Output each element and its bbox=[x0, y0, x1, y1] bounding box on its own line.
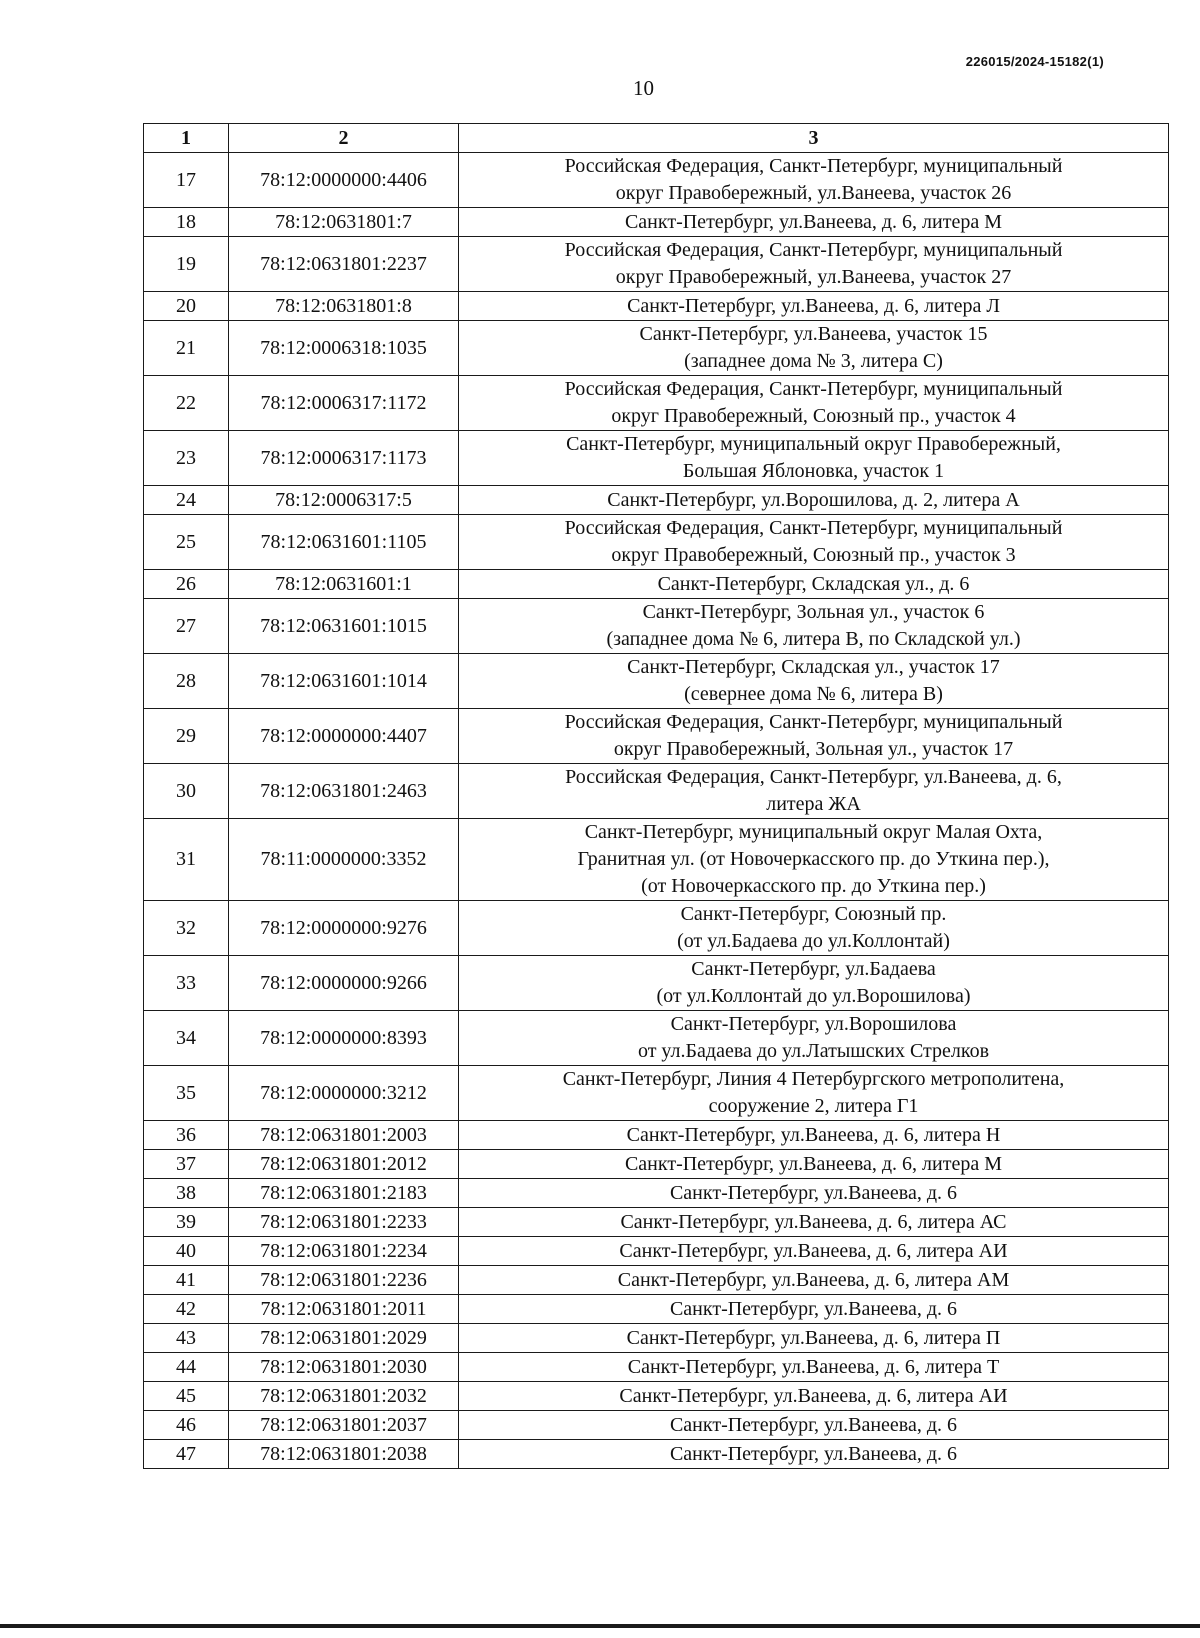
cell-address bbox=[459, 1266, 1169, 1295]
cell-cadastral-number: 78:12:0631801:2183 bbox=[229, 1179, 459, 1208]
address-line: Большая Яблоновка, участок 1 bbox=[682, 460, 945, 482]
cell-number: 21 bbox=[144, 321, 229, 376]
cell-cadastral-number: 78:12:0631801:2030 bbox=[229, 1353, 459, 1382]
cell-address bbox=[459, 1353, 1169, 1382]
address-line: Санкт-Петербург, ул.Ванеева, д. 6 bbox=[669, 1413, 958, 1436]
cell-number: 43 bbox=[144, 1324, 229, 1353]
cell-address bbox=[459, 153, 1169, 208]
cell-cadastral-number: 78:12:0000000:9276 bbox=[229, 901, 459, 956]
cell-address bbox=[459, 764, 1169, 819]
address-line: Санкт-Петербург, ул.Ванеева, д. 6, литера АС bbox=[620, 1210, 1007, 1233]
cell-cadastral-number: 78:12:0631801:2012 bbox=[229, 1150, 459, 1179]
address-line: литера ЖА bbox=[766, 793, 861, 815]
table-row bbox=[144, 709, 1169, 764]
cell-address bbox=[459, 1237, 1169, 1266]
address-line: Санкт-Петербург, ул.Ванеева, д. 6, литера М bbox=[624, 210, 1003, 233]
address-line: Санкт-Петербург, ул.Ворошилова, д. 2, литера А bbox=[607, 488, 1020, 511]
table-row bbox=[144, 956, 1169, 1011]
cell-address bbox=[459, 1121, 1169, 1150]
cell-number: 45 bbox=[144, 1382, 229, 1411]
cell-address bbox=[459, 1324, 1169, 1353]
address-line: Санкт-Петербург, муниципальный округ Правобережный, bbox=[566, 433, 1061, 455]
address-line: (от ул.Коллонтай до ул.Ворошилова) bbox=[656, 985, 971, 1007]
address-line: от ул.Бадаева до ул.Латышских Стрелков bbox=[637, 1040, 990, 1062]
cell-address bbox=[459, 1382, 1169, 1411]
cell-number: 42 bbox=[144, 1295, 229, 1324]
cell-address bbox=[459, 956, 1169, 1011]
cell-cadastral-number: 78:12:0631801:2003 bbox=[229, 1121, 459, 1150]
address-line: Санкт-Петербург, ул.Бадаева bbox=[691, 958, 936, 980]
cell-address bbox=[459, 1208, 1169, 1237]
cell-cadastral-number: 78:12:0631601:1 bbox=[229, 570, 459, 599]
address-line: (севернее дома № 6, литера В) bbox=[684, 683, 943, 705]
cell-cadastral-number: 78:12:0631601:1015 bbox=[229, 599, 459, 654]
table-row bbox=[144, 515, 1169, 570]
address-line: Санкт-Петербург, ул.Ванеева, участок 15 bbox=[639, 323, 988, 345]
cell-cadastral-number: 78:12:0631801:2233 bbox=[229, 1208, 459, 1237]
table-header-row bbox=[144, 124, 1169, 153]
cell-cadastral-number: 78:12:0631801:2032 bbox=[229, 1382, 459, 1411]
table-row bbox=[144, 654, 1169, 709]
address-line: округ Правобережный, ул.Ванеева, участок 26 bbox=[615, 182, 1012, 204]
cell-number: 35 bbox=[144, 1066, 229, 1121]
address-line: Санкт-Петербург, ул.Ванеева, д. 6, литера АИ bbox=[619, 1384, 1008, 1407]
table-row bbox=[144, 901, 1169, 956]
address-line: Российская Федерация, Санкт-Петербург, муниципальный bbox=[564, 378, 1063, 400]
cell-number: 32 bbox=[144, 901, 229, 956]
table-row bbox=[144, 486, 1169, 515]
address-line: Санкт-Петербург, ул.Ванеева, д. 6, литера П bbox=[626, 1326, 1001, 1349]
address-line: (от Новочеркасского пр. до Уткина пер.) bbox=[641, 875, 986, 897]
address-line: (от ул.Бадаева до ул.Коллонтай) bbox=[677, 930, 950, 952]
cell-cadastral-number: 78:12:0006317:5 bbox=[229, 486, 459, 515]
cell-address bbox=[459, 321, 1169, 376]
cell-address bbox=[459, 292, 1169, 321]
cell-address bbox=[459, 1295, 1169, 1324]
column-header-address: 3 bbox=[459, 124, 1169, 153]
cell-address bbox=[459, 570, 1169, 599]
address-line: Санкт-Петербург, Складская ул., участок 17 bbox=[627, 656, 1000, 678]
cell-number: 26 bbox=[144, 570, 229, 599]
table-row bbox=[144, 1324, 1169, 1353]
cell-cadastral-number: 78:12:0000000:4407 bbox=[229, 709, 459, 764]
cell-number: 19 bbox=[144, 237, 229, 292]
cell-address bbox=[459, 237, 1169, 292]
cell-address bbox=[459, 486, 1169, 515]
table-row bbox=[144, 1121, 1169, 1150]
address-line: округ Правобережный, Зольная ул., участок 17 bbox=[613, 738, 1014, 760]
cell-cadastral-number: 78:12:0000000:8393 bbox=[229, 1011, 459, 1066]
address-line: Санкт-Петербург, муниципальный округ Малая Охта, bbox=[584, 821, 1043, 843]
table-row bbox=[144, 1382, 1169, 1411]
cell-number: 47 bbox=[144, 1440, 229, 1469]
table-row bbox=[144, 1411, 1169, 1440]
cell-cadastral-number: 78:12:0006318:1035 bbox=[229, 321, 459, 376]
cell-cadastral-number: 78:12:0631601:1014 bbox=[229, 654, 459, 709]
address-line: Санкт-Петербург, Линия 4 Петербургского метрополитена, bbox=[562, 1068, 1065, 1090]
table-row bbox=[144, 764, 1169, 819]
cell-cadastral-number: 78:12:0631801:7 bbox=[229, 208, 459, 237]
table-row bbox=[144, 321, 1169, 376]
address-line: Российская Федерация, Санкт-Петербург, муниципальный bbox=[564, 155, 1063, 177]
cell-number: 44 bbox=[144, 1353, 229, 1382]
cell-address bbox=[459, 599, 1169, 654]
cell-number: 37 bbox=[144, 1150, 229, 1179]
bottom-border bbox=[0, 1624, 1200, 1628]
cell-cadastral-number: 78:12:0631801:2029 bbox=[229, 1324, 459, 1353]
cell-address bbox=[459, 819, 1169, 901]
address-line: Гранитная ул. (от Новочеркасского пр. до Уткина пер.), bbox=[577, 848, 1050, 870]
cell-cadastral-number: 78:12:0000000:3212 bbox=[229, 1066, 459, 1121]
address-line: Санкт-Петербург, ул.Ванеева, д. 6, литера М bbox=[624, 1152, 1003, 1175]
address-line: округ Правобережный, Союзный пр., участок 3 bbox=[611, 544, 1016, 566]
table-body bbox=[144, 153, 1169, 1469]
cell-number: 38 bbox=[144, 1179, 229, 1208]
address-line: Санкт-Петербург, ул.Ворошилова bbox=[670, 1013, 957, 1035]
table-row bbox=[144, 1150, 1169, 1179]
cell-cadastral-number: 78:11:0000000:3352 bbox=[229, 819, 459, 901]
cell-address bbox=[459, 654, 1169, 709]
cell-address bbox=[459, 1150, 1169, 1179]
cell-cadastral-number: 78:12:0006317:1172 bbox=[229, 376, 459, 431]
cell-number: 36 bbox=[144, 1121, 229, 1150]
cell-number: 40 bbox=[144, 1237, 229, 1266]
table-row bbox=[144, 1237, 1169, 1266]
table-row bbox=[144, 1208, 1169, 1237]
cell-address bbox=[459, 431, 1169, 486]
cell-number: 24 bbox=[144, 486, 229, 515]
cell-cadastral-number: 78:12:0631801:2038 bbox=[229, 1440, 459, 1469]
address-line: Санкт-Петербург, ул.Ванеева, д. 6, литера АМ bbox=[617, 1268, 1010, 1291]
address-line: Санкт-Петербург, ул.Ванеева, д. 6, литера Л bbox=[627, 294, 1000, 317]
cell-number: 18 bbox=[144, 208, 229, 237]
address-line: (западнее дома № 3, литера С) bbox=[684, 350, 943, 372]
address-line: Санкт-Петербург, ул.Ванеева, д. 6, литера Т bbox=[627, 1355, 1000, 1378]
cell-cadastral-number: 78:12:0631801:2011 bbox=[229, 1295, 459, 1324]
cell-address bbox=[459, 1179, 1169, 1208]
cell-number: 31 bbox=[144, 819, 229, 901]
cell-address bbox=[459, 1440, 1169, 1469]
cell-cadastral-number: 78:12:0631801:8 bbox=[229, 292, 459, 321]
table-row bbox=[144, 599, 1169, 654]
cell-address bbox=[459, 208, 1169, 237]
cell-cadastral-number: 78:12:0631801:2037 bbox=[229, 1411, 459, 1440]
cell-number: 28 bbox=[144, 654, 229, 709]
table-row bbox=[144, 292, 1169, 321]
table-row bbox=[144, 1066, 1169, 1121]
address-line: Санкт-Петербург, Союзный пр. bbox=[680, 903, 947, 925]
table-row bbox=[144, 1266, 1169, 1295]
cell-cadastral-number: 78:12:0631601:1105 bbox=[229, 515, 459, 570]
address-line: Санкт-Петербург, Складская ул., д. 6 bbox=[657, 572, 970, 595]
cell-address bbox=[459, 1066, 1169, 1121]
address-line: Российская Федерация, Санкт-Петербург, муниципальный bbox=[564, 239, 1063, 261]
table-row bbox=[144, 1353, 1169, 1382]
page-number: 10 bbox=[633, 76, 654, 100]
address-line: Санкт-Петербург, ул.Ванеева, д. 6 bbox=[669, 1442, 958, 1465]
cell-number: 22 bbox=[144, 376, 229, 431]
address-line: (западнее дома № 6, литера В, по Складской ул.) bbox=[606, 628, 1021, 650]
address-line: Санкт-Петербург, ул.Ванеева, д. 6 bbox=[669, 1181, 958, 1204]
column-header-cadastral: 2 bbox=[229, 124, 459, 153]
address-line: Санкт-Петербург, Зольная ул., участок 6 bbox=[642, 601, 985, 623]
table-row bbox=[144, 1295, 1169, 1324]
cell-number: 29 bbox=[144, 709, 229, 764]
document-id: 226015/2024-15182(1) bbox=[965, 54, 1104, 69]
table-row bbox=[144, 1179, 1169, 1208]
cadastral-table bbox=[143, 123, 1169, 1469]
cell-number: 46 bbox=[144, 1411, 229, 1440]
cell-address bbox=[459, 1411, 1169, 1440]
cell-cadastral-number: 78:12:0631801:2463 bbox=[229, 764, 459, 819]
address-line: Российская Федерация, Санкт-Петербург, ул.Ванеева, д. 6, bbox=[565, 766, 1062, 788]
address-line: Российская Федерация, Санкт-Петербург, муниципальный bbox=[564, 711, 1063, 733]
cell-number: 30 bbox=[144, 764, 229, 819]
cell-cadastral-number: 78:12:0000000:9266 bbox=[229, 956, 459, 1011]
table-row bbox=[144, 153, 1169, 208]
cell-cadastral-number: 78:12:0631801:2237 bbox=[229, 237, 459, 292]
table-row bbox=[144, 431, 1169, 486]
address-line: округ Правобережный, Союзный пр., участок 4 bbox=[611, 405, 1016, 427]
cell-cadastral-number: 78:12:0631801:2234 bbox=[229, 1237, 459, 1266]
cell-cadastral-number: 78:12:0631801:2236 bbox=[229, 1266, 459, 1295]
column-header-number: 1 bbox=[144, 124, 229, 153]
cell-number: 39 bbox=[144, 1208, 229, 1237]
address-line: сооружение 2, литера Г1 bbox=[708, 1095, 919, 1117]
table-row bbox=[144, 570, 1169, 599]
cell-number: 20 bbox=[144, 292, 229, 321]
table-row bbox=[144, 819, 1169, 901]
cell-number: 34 bbox=[144, 1011, 229, 1066]
cell-number: 23 bbox=[144, 431, 229, 486]
table-row bbox=[144, 1011, 1169, 1066]
cell-number: 25 bbox=[144, 515, 229, 570]
address-line: округ Правобережный, ул.Ванеева, участок 27 bbox=[615, 266, 1012, 288]
cell-address bbox=[459, 515, 1169, 570]
table-row bbox=[144, 237, 1169, 292]
address-line: Санкт-Петербург, ул.Ванеева, д. 6 bbox=[669, 1297, 958, 1320]
table-row bbox=[144, 208, 1169, 237]
cell-number: 33 bbox=[144, 956, 229, 1011]
address-line: Санкт-Петербург, ул.Ванеева, д. 6, литера АИ bbox=[619, 1239, 1008, 1262]
address-line: Санкт-Петербург, ул.Ванеева, д. 6, литера Н bbox=[626, 1123, 1001, 1146]
cell-number: 17 bbox=[144, 153, 229, 208]
address-line: Российская Федерация, Санкт-Петербург, муниципальный bbox=[564, 517, 1063, 539]
cell-address bbox=[459, 709, 1169, 764]
cell-address bbox=[459, 376, 1169, 431]
cell-number: 27 bbox=[144, 599, 229, 654]
table-row bbox=[144, 1440, 1169, 1469]
table-row bbox=[144, 376, 1169, 431]
cell-address bbox=[459, 901, 1169, 956]
cell-cadastral-number: 78:12:0000000:4406 bbox=[229, 153, 459, 208]
cell-cadastral-number: 78:12:0006317:1173 bbox=[229, 431, 459, 486]
cell-number: 41 bbox=[144, 1266, 229, 1295]
cell-address bbox=[459, 1011, 1169, 1066]
